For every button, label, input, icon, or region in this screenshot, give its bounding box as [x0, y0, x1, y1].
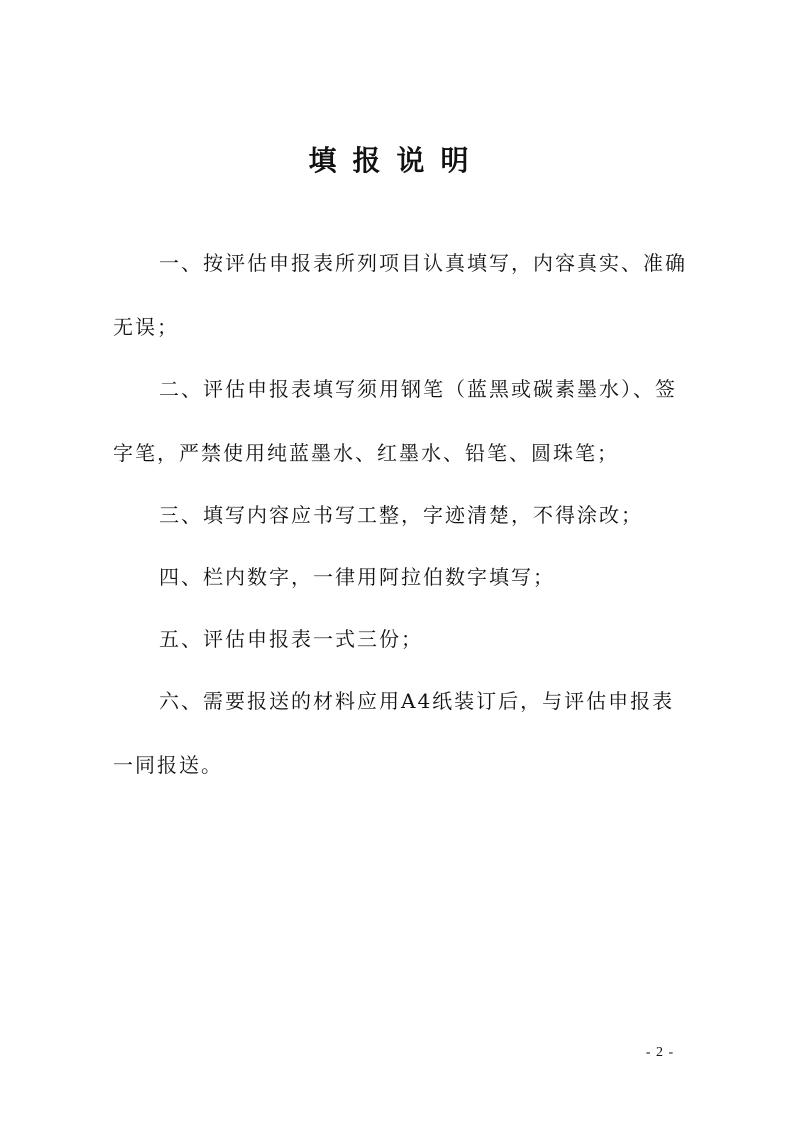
instruction-text: 六、需要报送的材料应用A4纸装订后，与评估申报表 — [159, 689, 675, 713]
instruction-item-5 — [113, 623, 683, 655]
instruction-text: 二、评估申报表填写须用钢笔（蓝黑或碳素墨水）、签 — [159, 377, 677, 401]
instruction-text: 五、评估申报表一式三份； — [159, 627, 423, 651]
instruction-text-continued: 字笔，严禁使用纯蓝墨水、红墨水、铅笔、圆珠笔； — [113, 441, 619, 465]
instruction-text-continued: 一同报送。 — [113, 753, 223, 777]
instruction-item-6 — [113, 685, 683, 781]
page-title: 填报说明 — [308, 144, 485, 177]
instruction-list — [113, 247, 687, 781]
instruction-text-continued: 无误； — [113, 315, 179, 339]
instruction-text: 四、栏内数字，一律用阿拉伯数字填写； — [159, 565, 555, 589]
instruction-item-4 — [113, 561, 683, 593]
instruction-text: 一、按评估申报表所列项目认真填写，内容真实、准确 — [159, 251, 687, 275]
instruction-text: 三、填写内容应书写工整，字迹清楚，不得涂改； — [159, 503, 643, 527]
instruction-item-1 — [113, 247, 687, 343]
instruction-item-3 — [113, 499, 683, 531]
page-number: - 2 - — [645, 1045, 675, 1060]
instruction-item-2 — [113, 373, 683, 469]
